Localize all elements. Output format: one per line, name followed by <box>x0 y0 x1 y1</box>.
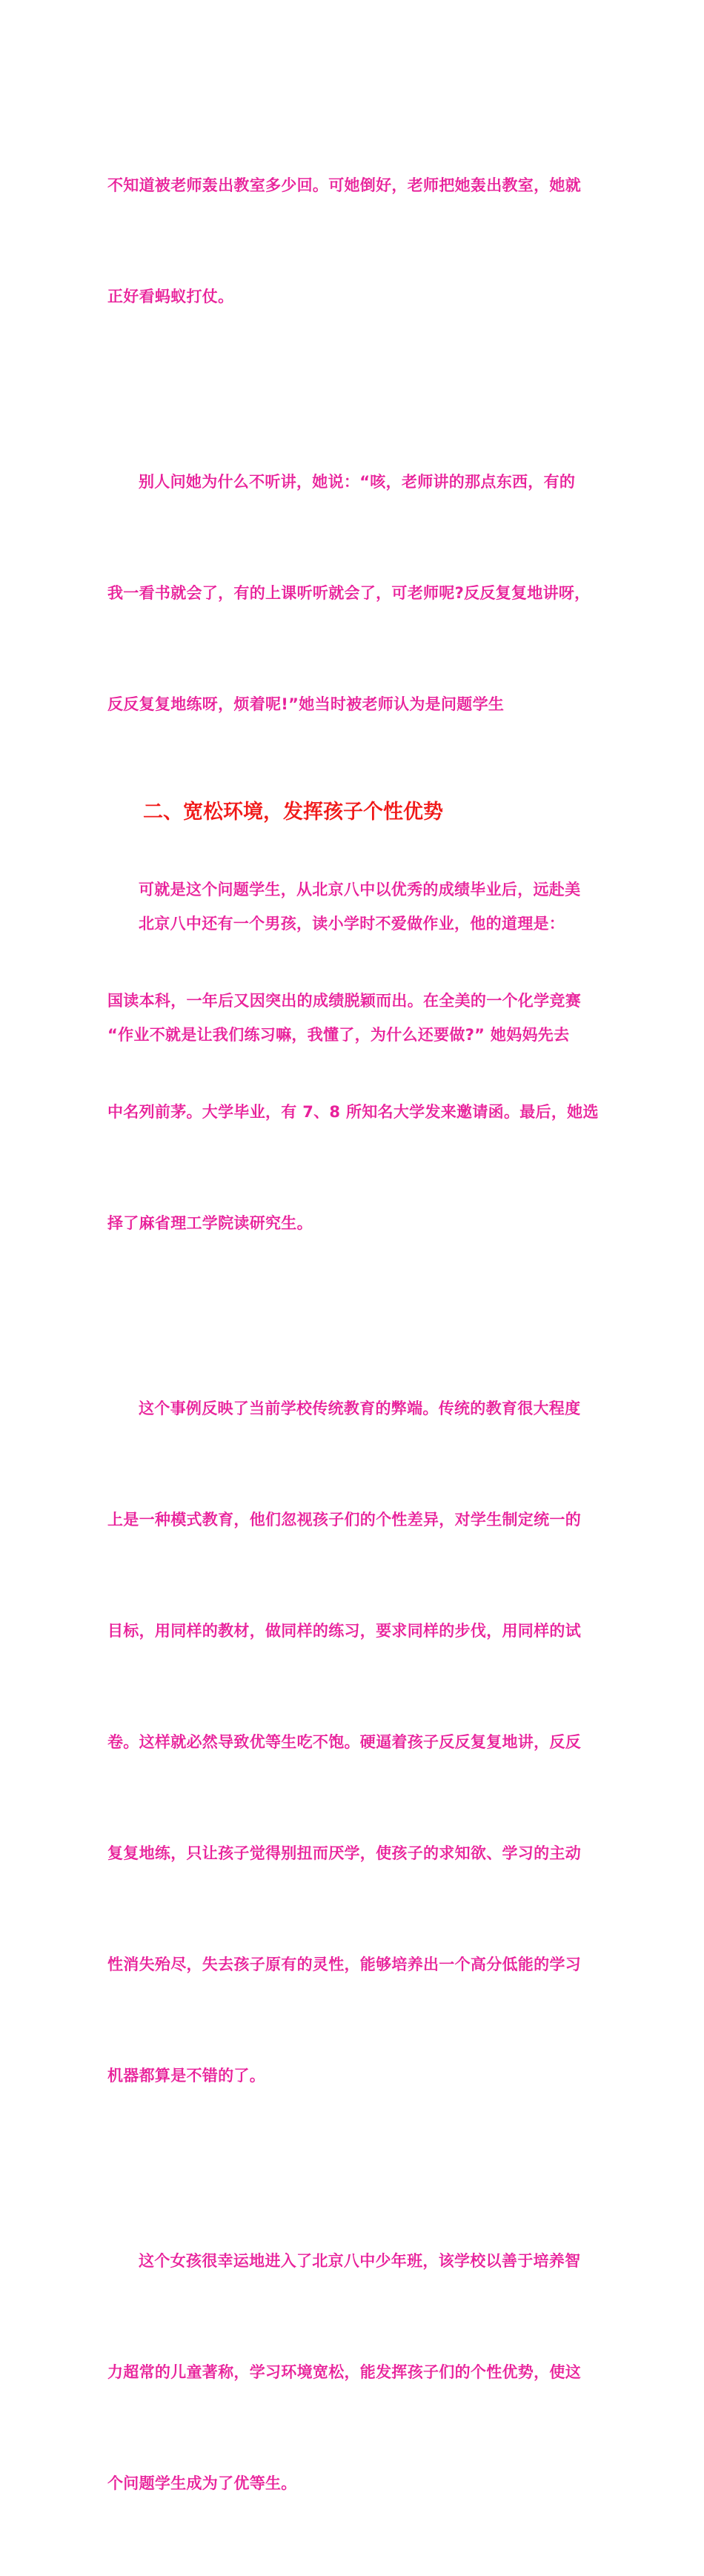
text-line: 择了麻省理工学院读研究生。 <box>107 1214 313 1232</box>
text-line: 目标，用同样的教材，做同样的练习，要求同样的步伐，用同样的试 <box>107 1622 581 1640</box>
text-line: 性消失殆尽，失去孩子原有的灵性，能够培养出一个高分低能的学习 <box>107 1956 581 1973</box>
text-line: 这个女孩很幸运地进入了北京八中少年班，该学校以善于培养智 <box>139 2252 581 2270</box>
text-line: 不知道被老师轰出教室多少回。可她倒好，老师把她轰出教室，她就 <box>107 176 581 194</box>
body-text-block-after-heading <box>107 831 600 1128</box>
text-line: 别人问她为什么不听讲，她说：“咳，老师讲的那点东西，有的 <box>139 473 576 491</box>
paragraph-continuation <box>107 93 600 389</box>
text-line: 国读本科，一年后又因突出的成绩脱颖而出。在全美的一个化学竞赛 <box>107 992 581 1010</box>
text-line: 可就是这个问题学生，从北京八中以优秀的成绩毕业后，远赴美 <box>139 881 581 898</box>
text-line: 卷。这样就必然导致优等生吃不饱。硬逼着孩子反反复复地讲，反反 <box>107 1733 581 1751</box>
section-heading: 二、宽松环境，发挥孩子个性优势 <box>143 801 443 824</box>
text-line: 个问题学生成为了优等生。 <box>107 2474 297 2492</box>
text-line: 正好看蚂蚁打仗。 <box>107 288 234 305</box>
text-line: 我一看书就会了，有的上课听听就会了，可老师呢?反反复复地讲呀， <box>107 584 591 602</box>
text-line: 力超常的儿童著称，学习环境宽松，能发挥孩子们的个性优势，使这 <box>107 2363 581 2381</box>
text-line: 这个事例反映了当前学校传统教育的弊端。传统的教育很大程度 <box>139 1400 581 1417</box>
body-text-block <box>107 93 600 2576</box>
paragraph <box>107 2168 600 2576</box>
text-line: 中名列前茅。大学毕业，有 7、8 所知名大学发来邀请函。最后，她选 <box>107 1103 599 1121</box>
text-line: 复复地练，只让孩子觉得别扭而厌学，使孩子的求知欲、学习的主动 <box>107 1844 581 1862</box>
paragraph <box>107 1316 600 2168</box>
text-line: 上是一种模式教育，他们忽视孩子们的个性差异，对学生制定统一的 <box>107 1511 581 1529</box>
text-line: 反反复复地练呀，烦着呢!”她当时被老师认为是问题学生 <box>107 695 505 713</box>
paragraph <box>107 389 600 797</box>
text-line: 北京八中还有一个男孩，读小学时不爱做作业，他的道理是： <box>139 915 565 933</box>
text-line: 机器都算是不错的了。 <box>107 2067 265 2085</box>
paragraph <box>107 831 600 1128</box>
text-line: “作业不就是让我们练习嘛，我懂了，为什么还要做?” 她妈妈先去 <box>107 1026 570 1044</box>
